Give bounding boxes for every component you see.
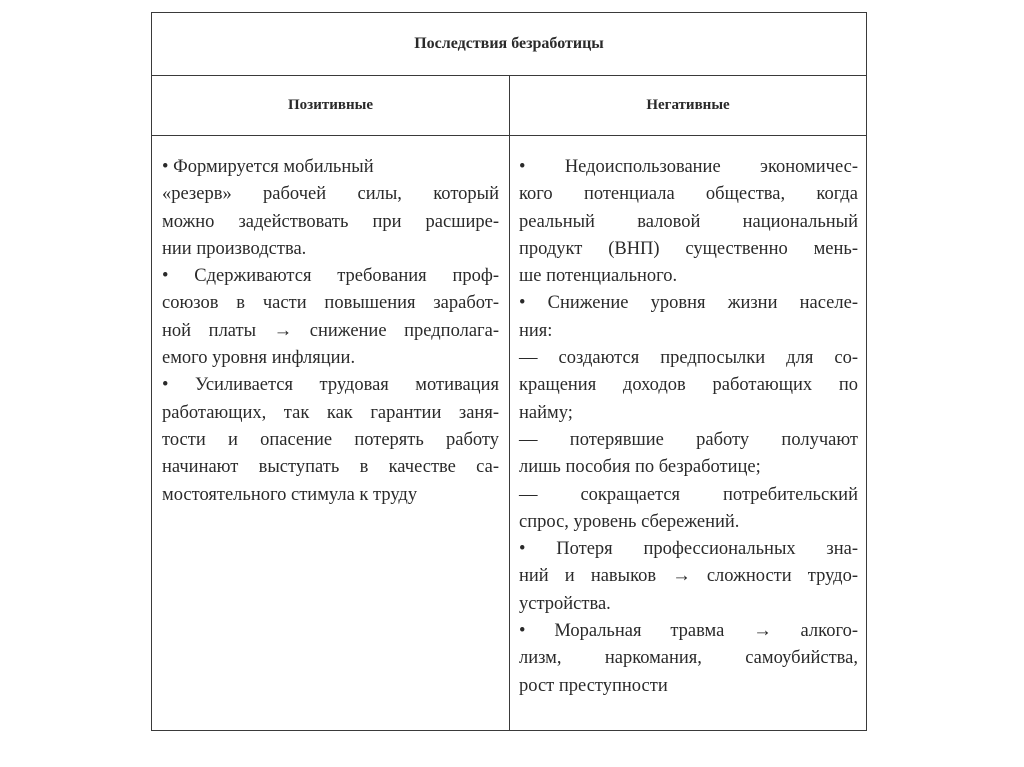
text-line: работающих, так как гарантии заня- <box>162 402 499 423</box>
text-line: • Потеря профессиональных зна- <box>519 539 858 560</box>
column-header-row <box>152 75 866 136</box>
text-line: кого потенциала общества, когда <box>519 184 858 205</box>
text-line: • Снижение уровня жизни населе- <box>519 293 858 314</box>
text-line: продукт (ВНП) существенно мень- <box>519 238 858 259</box>
text-line: ше потенциального. <box>519 266 678 287</box>
text-line: ной платы → снижение предполага- <box>162 320 499 341</box>
consequences-table <box>151 12 867 731</box>
text-line: лизм, наркомания, самоубийства, <box>519 648 858 669</box>
text-line: «резерв» рабочей силы, который <box>162 184 499 205</box>
text-line: ний и навыков → сложности трудо- <box>519 566 858 587</box>
text-line: начинают выступать в качестве са- <box>162 457 499 478</box>
text-line: реальный валовой национальный <box>519 211 858 232</box>
text-line: нии производства. <box>162 238 307 259</box>
text-line: рост преступности <box>519 675 668 696</box>
text-line: мостоятельного стимула к труду <box>162 484 418 505</box>
text-line: — создаются предпосылки для со- <box>519 348 858 369</box>
table-body-row <box>152 135 866 730</box>
text-line: • Формируется мобильный <box>162 157 374 177</box>
text-line: — потерявшие работу получают <box>519 429 858 450</box>
text-line: • Моральная травма → алкого- <box>519 621 858 642</box>
table-title: Последствия безработицы <box>152 13 866 76</box>
text-line: найму; <box>519 402 573 423</box>
text-line: • Сдерживаются требования проф- <box>162 266 499 287</box>
text-line: кращения доходов работающих по <box>519 375 858 396</box>
text-line: устройства. <box>519 593 611 614</box>
positive-consequences-cell <box>152 135 510 730</box>
text-line: • Усиливается трудовая мотивация <box>162 375 499 396</box>
text-line: союзов в части повышения заработ- <box>162 293 499 314</box>
column-header-positive: Позитивные <box>152 75 510 135</box>
text-line: — сокращается потребительский <box>519 484 858 505</box>
negative-consequences-cell <box>510 135 866 730</box>
column-header-negative: Негативные <box>646 96 730 113</box>
text-line: тости и опасение потерять работу <box>162 429 499 450</box>
text-line: лишь пособия по безработице; <box>519 457 761 478</box>
text-line: • Недоиспользование экономичес- <box>519 157 858 177</box>
text-line: можно задействовать при расшире- <box>162 211 499 232</box>
text-line: ния: <box>519 320 553 341</box>
text-line: спрос, уровень сбережений. <box>519 511 740 532</box>
text-line: емого уровня инфляции. <box>162 348 356 369</box>
